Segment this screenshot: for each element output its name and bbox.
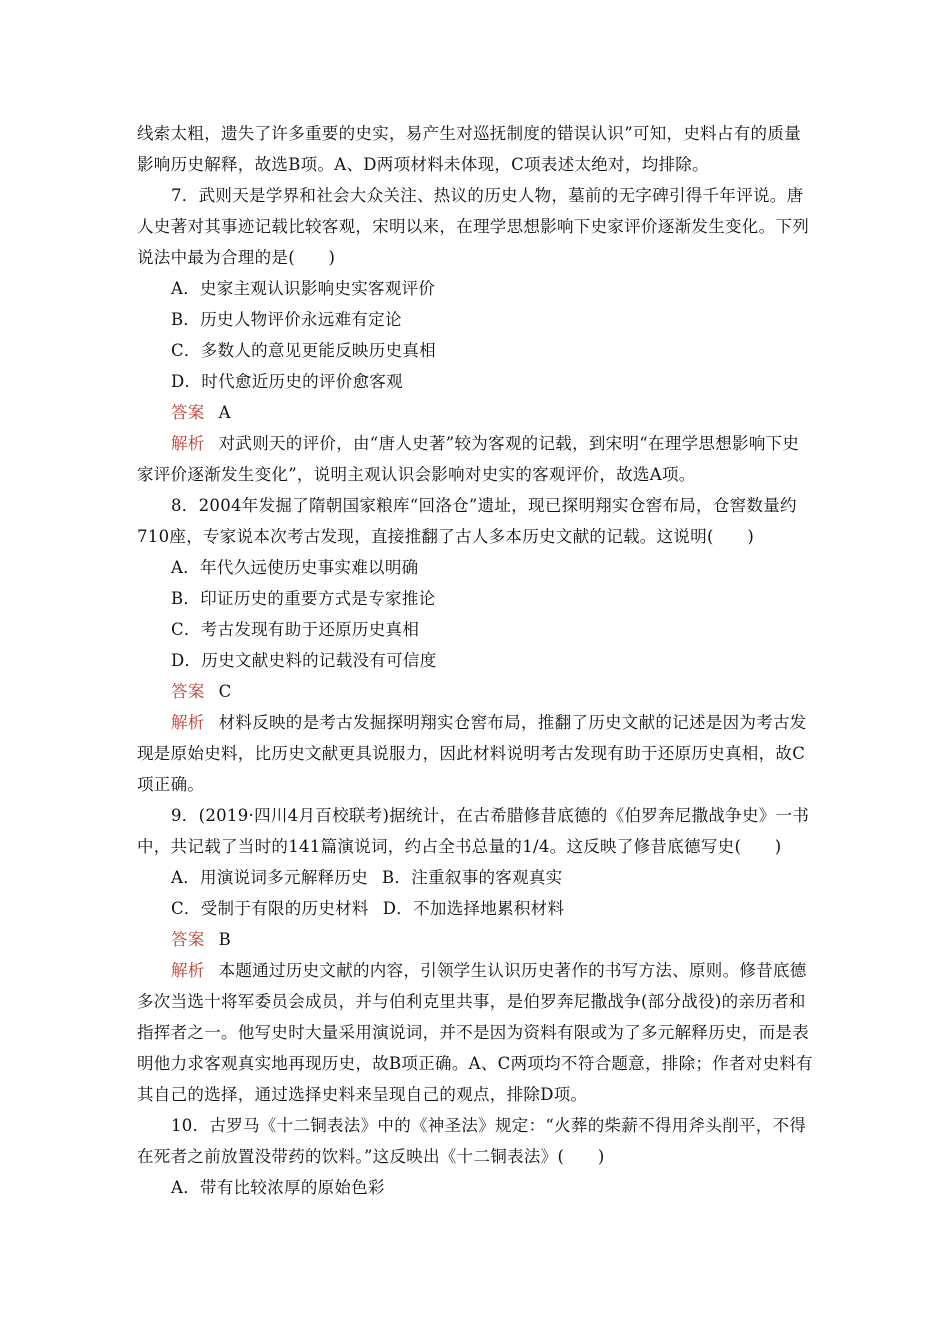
q9-option-a: A．用演说词多元解释历史 [171,868,369,887]
q9-options-row-2 [137,893,815,924]
q7-analysis-text: 对武则天的评价，由“唐人史著”较为客观的记载，到宋明“在理学思想影响下史家评价逐渐发生变化”，说明主观认识会影响对史实的客观评价，故选A项。 [137,434,800,484]
q7-option-b: B．历史人物评价永远难有定论 [171,310,402,329]
analysis-label: 解析 [171,961,205,980]
document-body [137,118,815,1203]
analysis-label: 解析 [171,434,205,453]
q7-stem: 7．武则天是学界和社会大众关注、热议的历史人物，墓前的无字碑引得千年评说。唐人史著对其事迹记载比较客观，宋明以来，在理学思想影响下史家评价逐渐发生变化。下列说法中最为合理的是( ) [137,186,809,267]
answer-label: 答案 [171,403,205,422]
q7-analysis [137,428,815,490]
analysis-label: 解析 [171,713,205,732]
q8-option-d: D．历史文献史料的记载没有可信度 [171,651,437,670]
q7-option-d: D．时代愈近历史的评价愈客观 [171,372,403,391]
q9-analysis-text: 本题通过历史文献的内容，引领学生认识历史著作的书写方法、原则。修昔底德多次当选十将军委员会成员，并与伯利克里共事，是伯罗奔尼撒战争(部分战役)的亲历者和指挥者之一。他写史时大量采用演说词，并不是因为资料有限或为了多元解释历史，而是表明他力求客观真实地再现历史，故B项正确。A、C两项均不符合题意，排除；作者对史料有其自己的选择，通过选择史料来呈现自己的观点，排除D项。 [137,961,813,1104]
answer-label: 答案 [171,930,205,949]
q10-option-a: A．带有比较浓厚的原始色彩 [171,1178,385,1197]
q9-option-b: B．注重叙事的客观真实 [382,868,563,887]
q9-options-row-1 [137,862,815,893]
q8-stem: 8．2004年发掘了隋朝国家粮库“回洛仓”遗址，现已探明翔实仓窖布局，仓窖数量约710座，专家说本次考古发现，直接推翻了古人多本历史文献的记载。这说明( ) [137,496,797,546]
q8-analysis-text: 材料反映的是考古发掘探明翔实仓窖布局，推翻了历史文献的记述是因为考古发现是原始史料，比历史文献更具说服力，因此材料说明考古发现有助于还原历史真相，故C项正确。 [137,713,807,794]
q8-answer [137,676,815,707]
q8-option-c: C．考古发现有助于还原历史真相 [171,620,420,639]
q8-answer-value: C [218,682,232,701]
q8-option-a: A．年代久远使历史事实难以明确 [171,558,419,577]
q10-stem: 10．古罗马《十二铜表法》中的《神圣法》规定：“火葬的柴薪不得用斧头削平，不得在死者之前放置没带药的饮料。”这反映出《十二铜表法》( ) [137,1116,807,1166]
q7-option-c: C．多数人的意见更能反映历史真相 [171,341,436,360]
answer-label: 答案 [171,682,205,701]
q7-option-a: A．史家主观认识影响史实客观评价 [171,279,436,298]
continuation-paragraph: 线索太粗，遗失了许多重要的史实，易产生对巡抚制度的错误认识”可知，史料占有的质量影响历史解释，故选B项。A、D两项材料未体现，C项表述太绝对，均排除。 [137,124,801,174]
q8-option-b: B．印证历史的重要方式是专家推论 [171,589,436,608]
q9-answer-value: B [218,930,232,949]
q9-stem: 9．(2019·四川4月百校联考)据统计，在古希腊修昔底德的《伯罗奔尼撒战争史》一书中，共记载了当时的141篇演说词，约占全书总量的1/4。这反映了修昔底德写史( ) [137,806,810,856]
q7-answer-value: A [218,403,231,422]
q9-analysis [137,955,815,1110]
q9-option-c: C．受制于有限的历史材料 [171,899,369,918]
q9-answer [137,924,815,955]
q7-answer [137,397,815,428]
q8-analysis [137,707,815,800]
q9-option-d: D．不加选择地累积材料 [382,899,565,918]
